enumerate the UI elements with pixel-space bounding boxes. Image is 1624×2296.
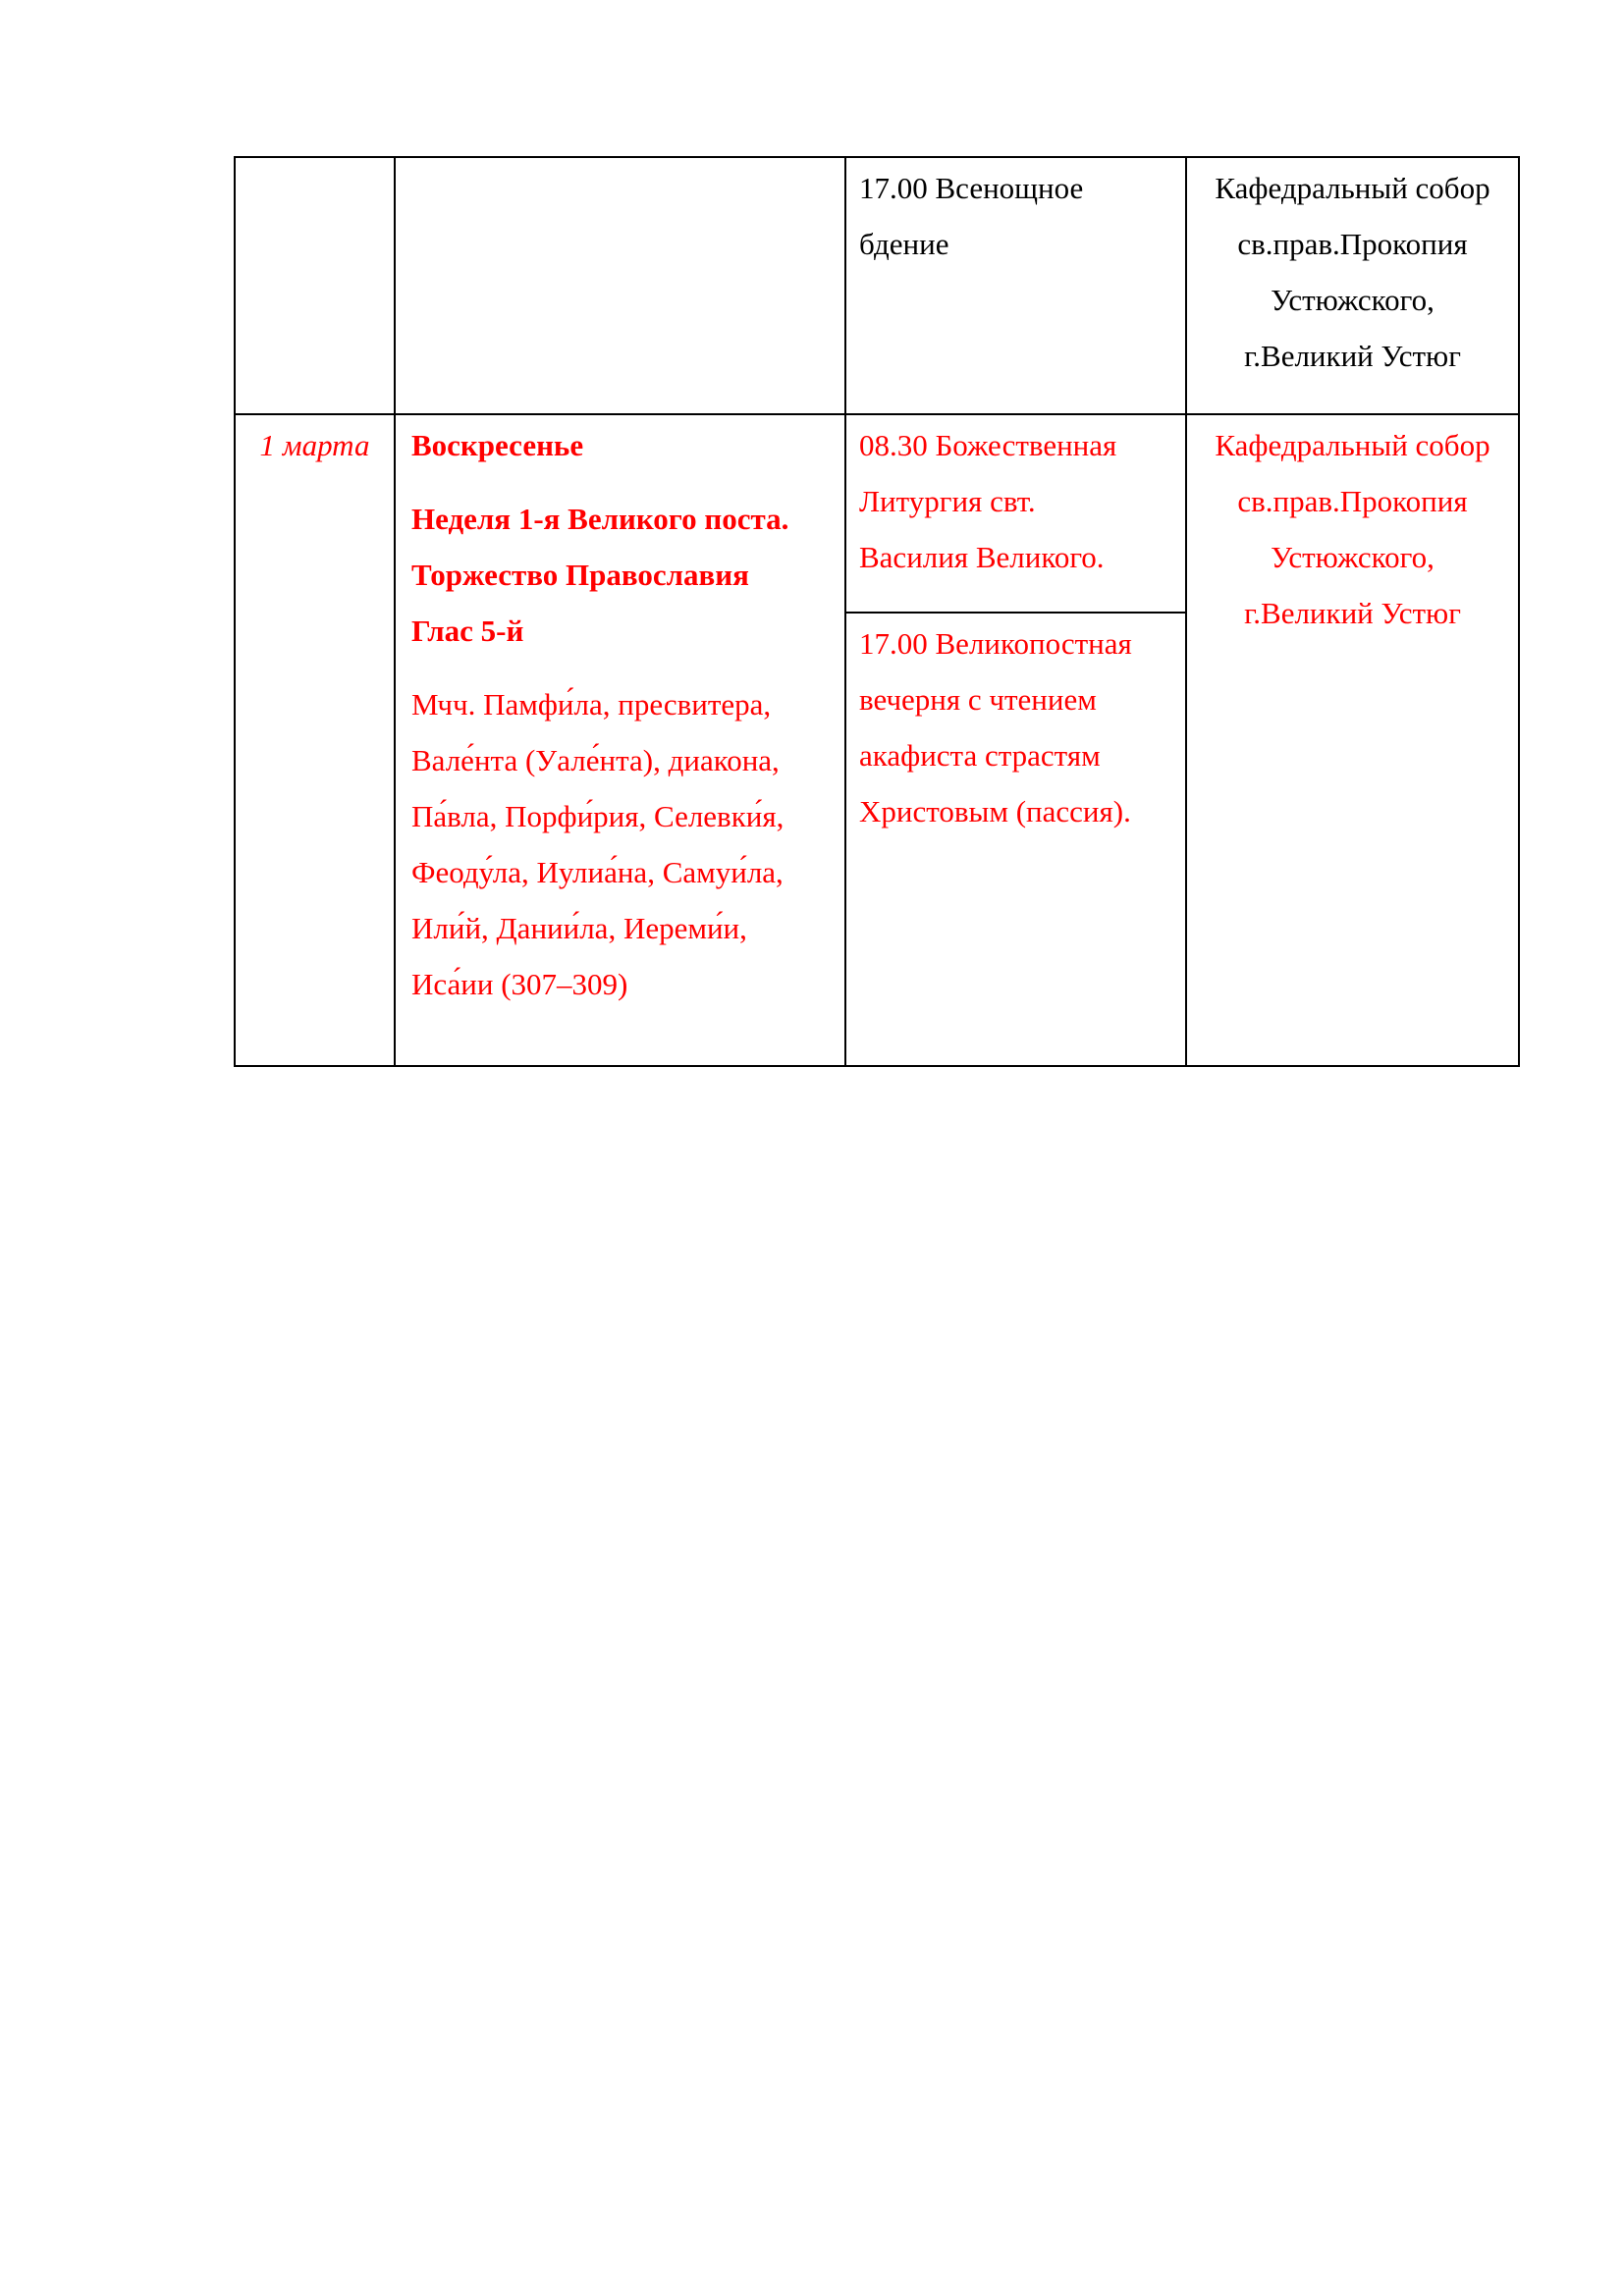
feast-line: Глас 5-й <box>411 614 524 648</box>
saints-line: Феоду́ла, Иулиа́на, Самуи́ла, <box>411 855 784 889</box>
date-cell <box>235 157 395 414</box>
saints-line: Мчч. Памфи́ла, пресвитера, <box>411 687 772 721</box>
service-line: 08.30 Божественная <box>859 428 1117 462</box>
service-line: Христовым (пассия). <box>859 794 1131 828</box>
spacer <box>411 473 835 491</box>
table-row <box>235 414 1519 1066</box>
location-line: Кафедральный собор <box>1215 171 1490 205</box>
schedule-table <box>234 156 1520 1067</box>
day-cell <box>395 157 845 414</box>
day-text <box>396 415 844 1045</box>
saints-line: Вале́нта (Уале́нта), диакона, <box>411 743 780 777</box>
location-line: Кафедральный собор <box>1215 428 1490 462</box>
service-line: вечерня с чтением <box>859 682 1097 717</box>
day-cell <box>395 414 845 1066</box>
saints-line: Па́вла, Порфи́рия, Селевки́я, <box>411 799 785 833</box>
table-row <box>235 157 1519 414</box>
saints-line: Или́й, Дании́ла, Иереми́и, <box>411 911 747 945</box>
location-text <box>1187 415 1518 647</box>
service-cell <box>845 157 1186 414</box>
location-line: св.прав.Прокопия <box>1237 484 1468 518</box>
service-text: 17.00 Всенощное бдение <box>859 171 1084 261</box>
location-line: св.прав.Прокопия <box>1237 227 1468 261</box>
weekday: Воскресенье <box>411 428 584 462</box>
location-line: Устюжского, <box>1271 540 1435 574</box>
service-block <box>846 614 1185 847</box>
saints-line: Иса́ии (307–309) <box>411 967 628 1001</box>
service-line: 17.00 Великопостная <box>859 626 1132 661</box>
spacer <box>411 659 835 676</box>
location-line: Устюжского, <box>1271 283 1435 317</box>
location-cell <box>1186 414 1519 1066</box>
feast-line: Торжество Православия <box>411 558 749 592</box>
location-text <box>1187 158 1518 390</box>
service-line: Василия Великого. <box>859 540 1105 574</box>
feast-line: Неделя 1-я Великого поста. <box>411 502 789 536</box>
location-cell <box>1186 157 1519 414</box>
location-line: г.Великий Устюг <box>1244 596 1461 630</box>
service-cell <box>845 414 1186 1066</box>
service-block <box>846 415 1185 612</box>
service-line: Литургия свт. <box>859 484 1036 518</box>
service-line: акафиста страстям <box>859 738 1101 773</box>
location-line: г.Великий Устюг <box>1244 339 1461 373</box>
date-text: 1 марта <box>259 428 370 462</box>
date-cell <box>235 414 395 1066</box>
